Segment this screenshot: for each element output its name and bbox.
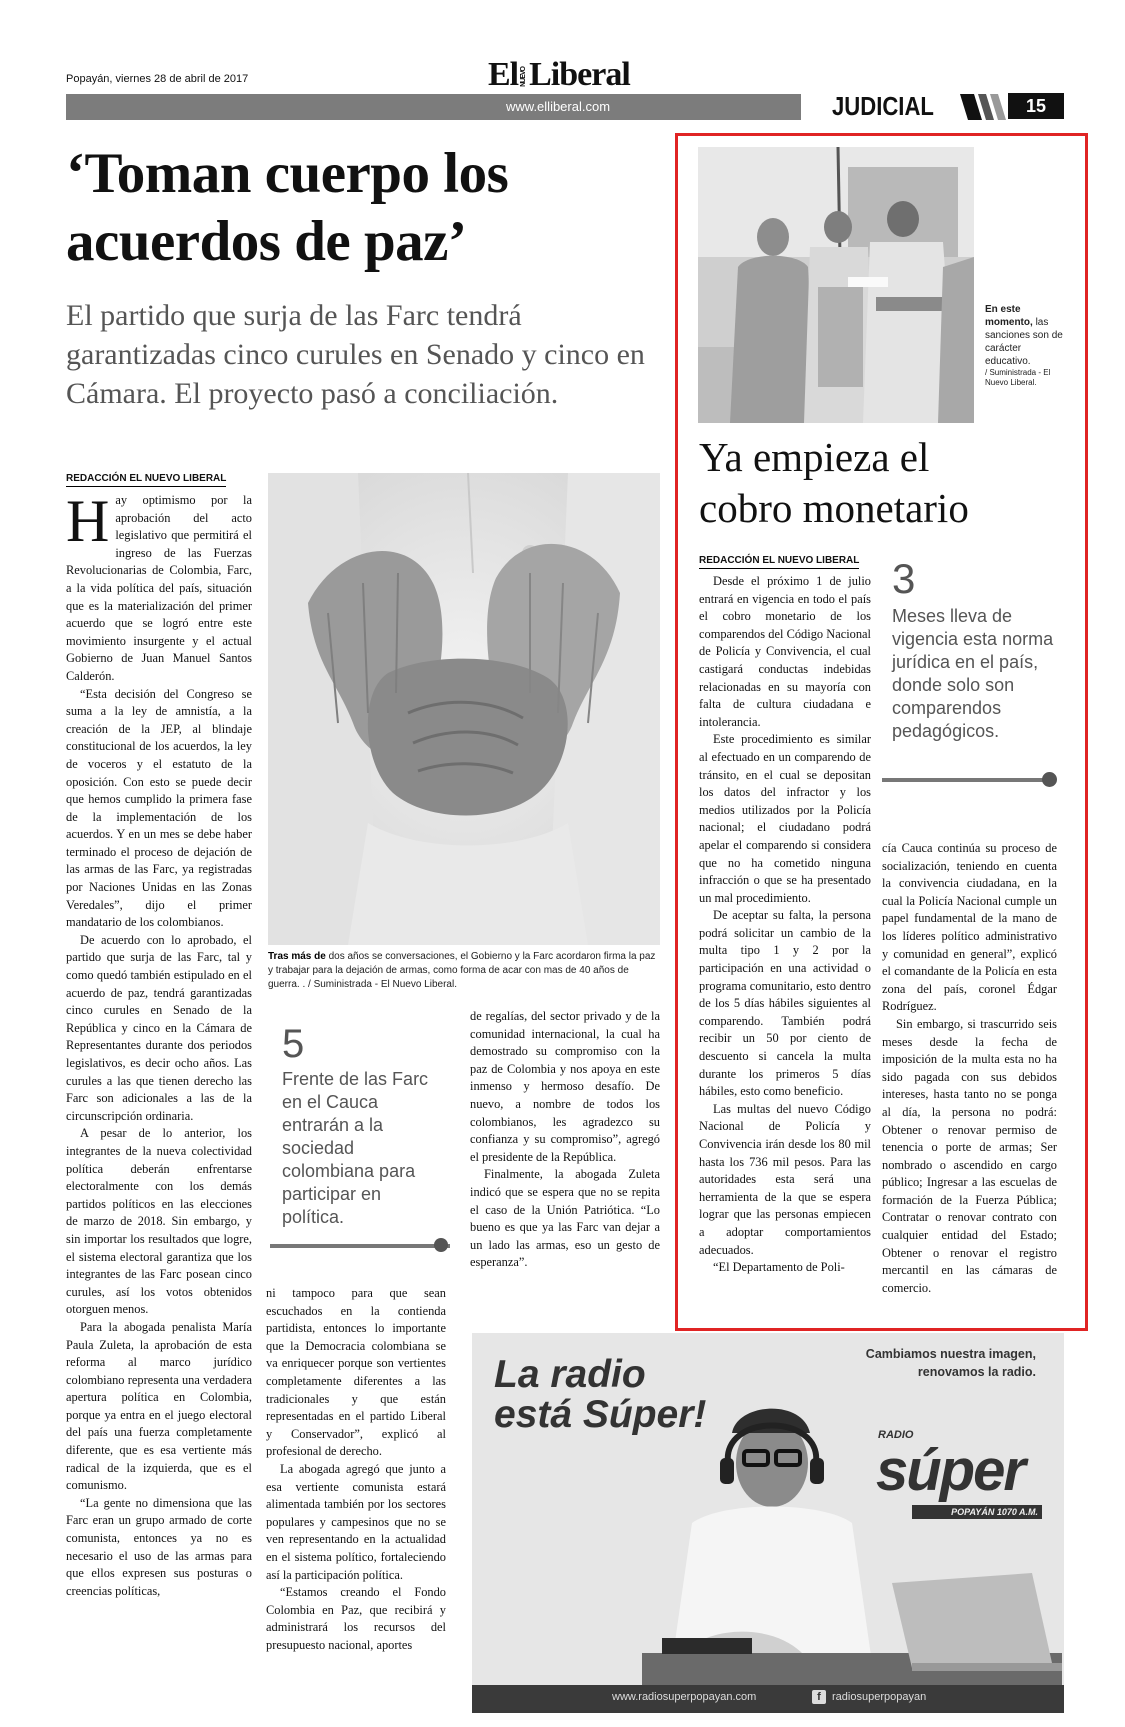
- photo-credit: . / Suministrada - El Nuevo Liberal.: [299, 979, 457, 990]
- box-headline-line-1: Ya empieza el: [699, 434, 930, 480]
- ad-headline-line-1: La radio: [494, 1353, 646, 1396]
- main-headline-line-1: ‘Toman cuerpo los: [66, 142, 509, 205]
- facebook-icon[interactable]: f: [812, 1690, 826, 1704]
- handshake-photo: [268, 473, 660, 945]
- ad-website-link[interactable]: www.radiosuperpopayan.com: [612, 1691, 757, 1703]
- ad-headline: [494, 1355, 706, 1435]
- main-headline: [66, 140, 666, 276]
- police-photo: [698, 147, 974, 423]
- main-col3-paragraph-2: Finalmente, la abogada Zuleta indicó que se espera que no se repita el caso de la Unión Patriótica. “Lo bueno es que ya las Farc van dejar a un lado las armas, eso un gesto de esperanza”.: [470, 1167, 660, 1270]
- box-pull-quote-rule: [882, 778, 1055, 782]
- box-pull-quote-dot-icon: [1042, 772, 1057, 787]
- box-headline-line-2: cobro monetario: [699, 485, 969, 531]
- main-paragraph-4: A pesar de lo anterior, los integrantes de la nueva colectividad política deberán enfrentarse electoralmente con los demás partidos políticos en las elecciones de marzo de 2018. Sin embargo, y sin importar los resultados que logre, el sistema electoral garantiza que los integrantes de las Farc posean cinco curules, así los votos obtenidos otorguen menos.: [66, 1126, 252, 1317]
- section-stripes-icon: [960, 94, 1010, 120]
- masthead-logo: [488, 56, 630, 94]
- pull-quote-number: 5: [282, 1022, 305, 1066]
- main-col2-paragraph-3: “Estamos creando el Fondo Colombia en Paz, que recibirá y administrará los recursos del presupuesto nacional, aportes: [266, 1585, 446, 1652]
- section-name: JUDICIAL: [832, 91, 934, 121]
- pull-quote-text: Frente de las Farc en el Cauca entrarán a la sociedad colombiana para participar en política.: [282, 1069, 429, 1227]
- main-column-3: [470, 1008, 660, 1308]
- ad-footer-bar: [472, 1685, 1064, 1713]
- box-paragraph-4: Las multas del nuevo Código Nacional de Policía y Convivencia irán desde los 80 mil hasta los 736 mil pesos. Para las autoridades esta será una herramienta de la que se espera lograr que las personas empiecen a adoptar comportamientos adecuados.: [699, 1101, 871, 1257]
- box-col2-paragraph-1: cía Cauca continúa su proceso de socialización, teniendo en cuenta la convivencia ciudadana, en la cual la Policía Nacional cumple un papel fundamental de la mano de los líderes político administrativo y comunidad en general”, explicó el comandante de la Policía en esta zona del país, coronel Édgar Rodríguez.: [882, 841, 1057, 1014]
- ad-facebook-link[interactable]: radiosuperpopayan: [832, 1691, 927, 1703]
- main-column-2: [266, 1285, 446, 1715]
- main-col2-paragraph-2: La abogada agregó que junto a esa vertiente comunista estará alimentada también por los sectores populares y campesinos que no se ven representando en la actualidad en el sistema político, fortaleciendo así la participación política.: [266, 1461, 446, 1582]
- main-col3-paragraph-1: de regalías, del sector privado y de la comunidad internacional, la cual ha demostrado su compromiso con la paz de Colombia y nos apoya en este inmenso y hermoso desafío. De nuevo, a nombre de todos los colombianos, les agradezco su confianza y su compromiso”, agregó el presidente de la República.: [470, 1009, 660, 1164]
- ad-frequency: POPAYÁN 1070 A.M.: [912, 1505, 1042, 1519]
- box-paragraph-1: Desde el próximo 1 de julio entrará en vigencia en todo el país el cobro monetario de los comparendos del Código Nacional de Policía y Convivencia, el cual castigará conductas indebidas relacionadas en su mayoría con falta de cultura ciudadana e intolerancia.: [699, 574, 871, 729]
- ad-radio-label: RADIO: [878, 1429, 914, 1441]
- main-paragraph-3: De acuerdo con lo aprobado, el partido que surja de las Farc, tal y como quedó también estipulado en el acuerdo de paz, tendrá garantizadas cinco curules en Senado de la República y cinco en la Cámara de Representantes durante dos periodos legislativos, es decir ocho años. Las curules a las que tienen derecho las Farc son adicionales a las de la circunscripción ordinaria.: [66, 932, 252, 1123]
- box-byline: REDACCIÓN EL NUEVO LIBERAL: [699, 555, 859, 569]
- website-link[interactable]: www.elliberal.com: [506, 99, 611, 114]
- drop-cap: H: [66, 492, 110, 554]
- handshake-photo-caption: Tras más de dos años se conversaciones, el Gobierno y la Farc acordaron firma la paz y trabajar para la dejación de armas, como forma de acar con mas de 40 años de guerra. . / Suministrada - El Nuevo Liberal.: [268, 951, 656, 990]
- police-photo-caption: [985, 303, 1069, 388]
- issue-date: Popayán, viernes 28 de abril de 2017: [66, 73, 249, 85]
- caption-lead-1: En este: [985, 304, 1021, 315]
- main-byline: REDACCIÓN EL NUEVO LIBERAL: [66, 473, 226, 487]
- caption-lead-2: momento,: [985, 317, 1033, 328]
- ad-slogan: [846, 1345, 1036, 1381]
- box-pull-quote-text: Meses lleva de vigencia esta norma jurídica en el país, donde solo son comparendos pedagógicos.: [892, 606, 1054, 741]
- main-paragraph-1: Hay optimismo por la aprobación del acto legislativo que permitirá el ingreso de las Fuerzas Revolucionarias de Colombia, Farc, a la vida política del país, situación que es la materialización del primer acuerdo que se logró entre este movimiento insurgente y el actual Gobierno de Juan Manuel Santos Calderón.: [66, 492, 252, 683]
- ad-slogan-line-2: renovamos la radio.: [917, 1365, 1036, 1379]
- pull-quote-dot-icon: [434, 1238, 448, 1252]
- masthead-el: El: [488, 56, 519, 93]
- main-paragraph-5: Para la abogada penalista María Paula Zuleta, la aprobación de esta reforma al marco jurídico colombiano representa una verdadera apertura política en Colombia, porque ya entra en el juego electoral del país una fuerza completamente diferente, que es esa vertiente más radical de la izquierda, que es el comunismo.: [66, 1319, 252, 1493]
- masthead-nuevo: NUEVO: [520, 67, 528, 88]
- ad-headline-line-2: está Súper!: [494, 1393, 707, 1436]
- main-paragraph-2: “Esta decisión del Congreso se suma a la ley de amnistía, a la creación de la JEP, al blindaje constitucional de los acuerdos, la ley de voceros y el estatuto de la oposición. Con esto se puede decir que hemos cumplido la primera fase de la implementación de los acuerdos. Y en un mes se debe haber terminado el proceso de dejación de las armas de las Farc, ya registradas por Naciones Unidas en las Zonas Veredales”, dijo el primer mandatario de los colombianos.: [66, 686, 252, 930]
- main-column-1: [66, 492, 252, 1714]
- page-number: 15: [1008, 93, 1064, 119]
- main-headline-line-2: acuerdos de paz’: [66, 210, 467, 273]
- box-col2-paragraph-2: Sin embargo, si trascurrido seis meses desde la fecha de imposición de la multa esta no ha sido pagada con sus debidos intereses, hasta tanto no se ponga al día, la persona no podrá: Obtener o renovar permiso de tenencia o porte de armas; Ser nombrado o ascendido en cargo público; Ingresar a las escuelas de formación de la Fuerza Pública; Contratar o renovar contrato con cualquier entidad del Estado; Obtener o renovar el registro mercantil en las cámaras de comercio.: [882, 1016, 1057, 1295]
- box-column-1: [699, 573, 871, 1308]
- caption-lead: Tras más de: [268, 951, 326, 962]
- box-headline: [699, 432, 1079, 534]
- pull-quote-rule: [270, 1244, 450, 1248]
- main-deck: El partido que surja de las Farc tendrá garantizadas cinco curules en Senado y cinco en Cámara. El proyecto pasó a conciliación.: [66, 299, 645, 410]
- box-pull-quote-number: 3: [892, 555, 916, 602]
- box-column-2: [882, 840, 1057, 1310]
- main-col2-paragraph-1: ni tampoco para que sean escuchados en la contienda partidista, entonces lo importante que la Democracia colombiana se va enriquecer porque son vertientes completamente diferentes a las tradicionales y que están representadas en el partido Liberal y Conservador”, explicó al profesional de derecho.: [266, 1286, 446, 1459]
- radio-ad[interactable]: [472, 1333, 1064, 1713]
- caption-body: las sanciones son de carácter educativo.: [985, 317, 1063, 367]
- box-paragraph-3: De aceptar su falta, la persona podrá solicitar un cambio de la multa tipo 1 y 2 por la participación en una actividad o programa comunitario, esto dentro de los 5 días hábiles siguientes al comparendo. También podrá recibir un 50 por ciento de descuento si cancela la multa durante los primeros 5 días hábiles, esto como beneficio.: [699, 908, 871, 1099]
- header-bar: [66, 94, 801, 120]
- ad-brand-logo: súper: [876, 1438, 1024, 1503]
- photo-credit: / Suministrada - El Nuevo Liberal.: [985, 368, 1051, 387]
- main-paragraph-6: “La gente no dimensiona que las Farc eran un grupo armado de corte comunista, entonces ya no es necesario el uso de las armas para que ellos expresen sus posturas o creencias políticas,: [66, 1495, 252, 1598]
- masthead-liberal: Liberal: [529, 56, 630, 93]
- ad-slogan-line-1: Cambiamos nuestra imagen,: [865, 1347, 1036, 1361]
- box-paragraph-5: “El Departamento de Poli-: [713, 1260, 845, 1275]
- box-paragraph-2: Este procedimiento es similar al efectuado en un comparendo de tránsito, en el cual se depositan los datos del infractor y los medios utilizados por la Policía nacional; el ciudadano podrá apelar el comparendo si considera que no ha cometido ninguna infracción o que se ha presentado un mal procedimiento.: [699, 732, 871, 905]
